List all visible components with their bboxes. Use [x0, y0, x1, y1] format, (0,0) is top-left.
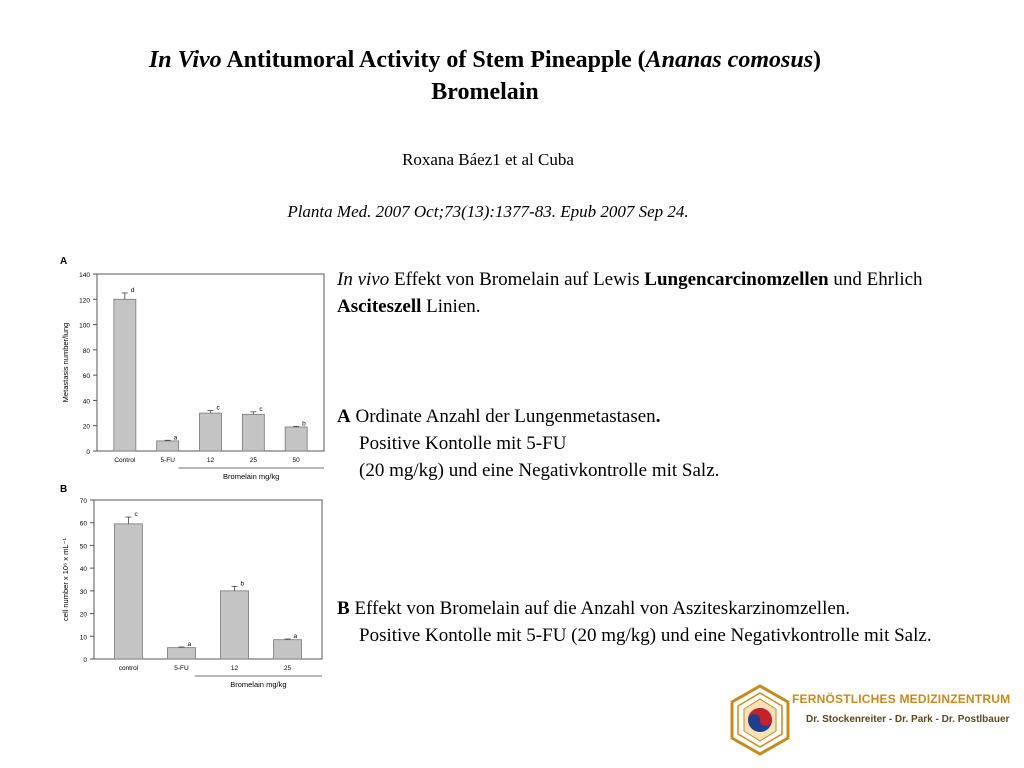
part-a-line-1: Ordinate Anzahl der Lungenmetastasen	[350, 406, 656, 427]
clinic-logo	[728, 684, 1011, 756]
y-tick-label: 60	[82, 373, 90, 381]
significance-letter: a	[187, 640, 192, 648]
intro-text-3: Linien.	[421, 296, 481, 317]
logo-subtitle: Dr. Stockenreiter - Dr. Park - Dr. Postlbauer	[806, 714, 1010, 725]
bar	[274, 640, 302, 659]
title-italic-species: Ananas comosus	[645, 47, 814, 73]
y-tick-label: 0	[86, 449, 90, 456]
x-tick-label: 25	[249, 457, 257, 464]
x-tick-label: 25	[283, 665, 292, 672]
paper-title	[60, 44, 910, 108]
x-axis-label: Bromelain mg/kg	[230, 680, 287, 689]
significance-letter: b	[302, 420, 306, 428]
intro-text-2: und Ehrlich	[828, 269, 923, 290]
title-close-paren: )	[813, 47, 822, 73]
x-axis-label: Bromelain mg/kg	[223, 472, 280, 481]
intro-bold-1: Lungencarcinomzellen	[644, 269, 829, 290]
panel-label: B	[60, 484, 68, 495]
x-tick-label: 50	[292, 457, 300, 464]
significance-letter: a	[293, 633, 298, 641]
y-tick-label: 80	[82, 347, 90, 355]
y-tick-label: 50	[79, 543, 87, 551]
y-tick-label: 60	[79, 520, 87, 528]
y-tick-label: 70	[79, 498, 87, 505]
significance-letter: c	[216, 404, 220, 412]
x-tick-label: 12	[230, 665, 239, 672]
y-tick-label: 40	[82, 398, 90, 406]
panel-label: A	[60, 256, 68, 267]
x-tick-label: 5-FU	[174, 665, 189, 672]
y-tick-label: 40	[79, 566, 87, 574]
bar	[167, 648, 195, 659]
intro-italic: In vivo	[337, 269, 390, 290]
title-line-2: Bromelain	[431, 79, 539, 105]
intro-paragraph	[337, 266, 987, 320]
significance-letter: c	[259, 405, 263, 413]
bar	[114, 524, 142, 659]
y-tick-label: 20	[79, 611, 87, 619]
y-tick-label: 100	[79, 322, 90, 330]
bar	[221, 591, 249, 659]
y-axis-label: cell number x 10⁶ x mL⁻¹	[61, 538, 70, 621]
bar	[242, 414, 264, 451]
part-a-line-3: (20 mg/kg) und eine Negativkontrolle mit Salz.	[359, 460, 720, 481]
bar	[200, 413, 222, 451]
bar	[285, 427, 307, 451]
part-a-line-2: Positive Kontolle mit 5-FU	[359, 433, 567, 454]
y-axis-label: Metastasis number/lung	[61, 322, 70, 403]
part-a-description	[337, 403, 997, 484]
chart-a	[52, 248, 342, 488]
part-b-description	[337, 595, 1007, 649]
title-text: Antitumoral Activity of Stem Pineapple (	[221, 47, 646, 73]
part-b-letter: B	[337, 598, 350, 619]
author-line: Roxana Báez1 et al Cuba	[402, 150, 574, 169]
x-tick-label: 5-FU	[160, 457, 175, 464]
citation-line: Planta Med. 2007 Oct;73(13):1377-83. Epub 2007 Sep 24.	[287, 202, 689, 221]
hexagon-emblem-icon	[728, 684, 792, 756]
y-tick-label: 140	[79, 272, 90, 279]
y-tick-label: 0	[83, 657, 87, 664]
bar	[157, 441, 179, 451]
part-a-letter: A	[337, 406, 351, 427]
significance-letter: b	[240, 580, 245, 588]
significance-letter: a	[173, 434, 178, 442]
part-b-line-1: Effekt von Bromelain auf die Anzahl von Asziteskarzinomzellen.	[349, 598, 851, 619]
x-tick-label: 12	[206, 457, 215, 464]
chart-b	[52, 476, 342, 696]
x-tick-label: Control	[114, 457, 136, 464]
part-b-line-2: Positive Kontolle mit 5-FU (20 mg/kg) und eine Negativkontrolle mit Salz.	[359, 625, 932, 646]
y-tick-label: 10	[79, 634, 87, 642]
y-tick-label: 30	[79, 588, 87, 596]
part-a-line-1-end: .	[655, 406, 661, 427]
bar	[114, 299, 136, 451]
title-italic-invivo: In Vivo	[148, 47, 222, 73]
x-tick-label: control	[118, 665, 139, 672]
intro-bold-2: Asciteszell	[337, 296, 422, 317]
intro-text-1: Effekt von Bromelain auf Lewis	[389, 269, 645, 290]
y-tick-label: 20	[82, 423, 90, 431]
significance-letter: c	[134, 511, 138, 519]
logo-title: FERNÖSTLICHES MEDIZINZENTRUM	[792, 692, 1011, 706]
y-tick-label: 120	[79, 297, 90, 305]
significance-letter: d	[130, 286, 135, 294]
